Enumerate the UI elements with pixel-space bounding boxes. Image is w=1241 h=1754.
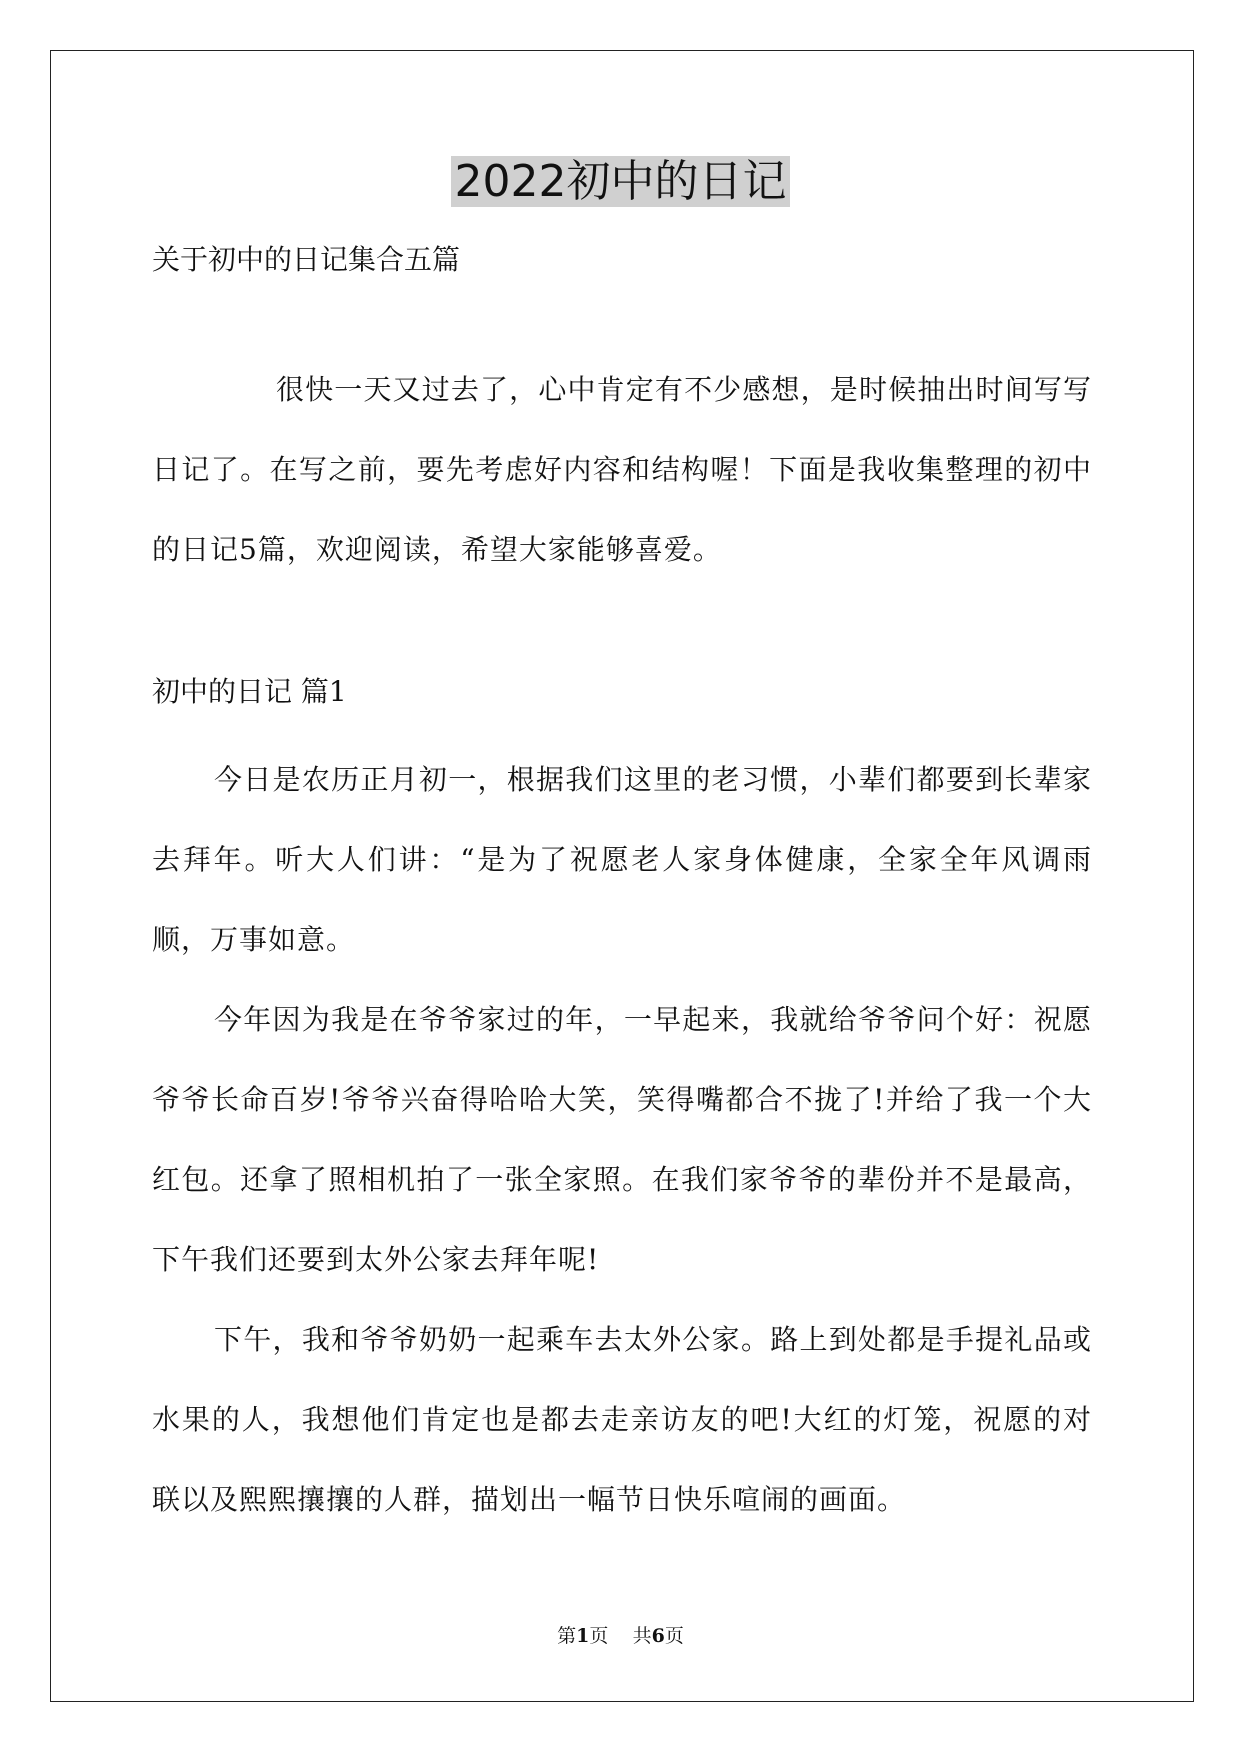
footer-suffix: 页	[664, 1625, 684, 1647]
document-subtitle: 关于初中的日记集合五篇	[152, 243, 461, 276]
body-paragraph-3: 下午，我和爷爷奶奶一起乘车去太外公家。路上到处都是手提礼品或水果的人，我想他们肯定也是都去走亲访友的吧!大红的灯笼，祝愿的对联以及熙熙攘攘的人群，描划出一幅节日快乐喧闹的画面。	[152, 1323, 1092, 1516]
footer-total-pages: 6	[651, 1625, 665, 1647]
section-heading: 初中的日记 篇1	[152, 675, 347, 708]
footer-middle: 页 共	[589, 1625, 652, 1647]
intro-paragraph: 很快一天又过去了，心中肯定有不少感想，是时候抽出时间写写日记了。在写之前，要先考虑好内容和结构喔！下面是我收集整理的初中的日记5篇，欢迎阅读，希望大家能够喜爱。	[152, 373, 1092, 566]
footer-prefix: 第	[557, 1625, 577, 1647]
body-paragraph-2: 今年因为我是在爷爷家过的年，一早起来，我就给爷爷问个好：祝愿爷爷长命百岁!爷爷兴奋得哈哈大笑，笑得嘴都合不拢了!并给了我一个大红包。还拿了照相机拍了一张全家照。在我们家爷爷的辈份并不是最高，下午我们还要到太外公家去拜年呢!	[152, 1003, 1092, 1276]
document-title-text: 2022初中的日记	[451, 156, 791, 207]
footer-page-number: 1	[576, 1625, 590, 1647]
document-title	[0, 150, 1241, 214]
body-paragraph-1: 今日是农历正月初一，根据我们这里的老习惯，小辈们都要到长辈家去拜年。听大人们讲：“是为了祝愿老人家身体健康，全家全年风调雨顺，万事如意。	[152, 763, 1092, 956]
page-footer	[0, 1622, 1241, 1650]
